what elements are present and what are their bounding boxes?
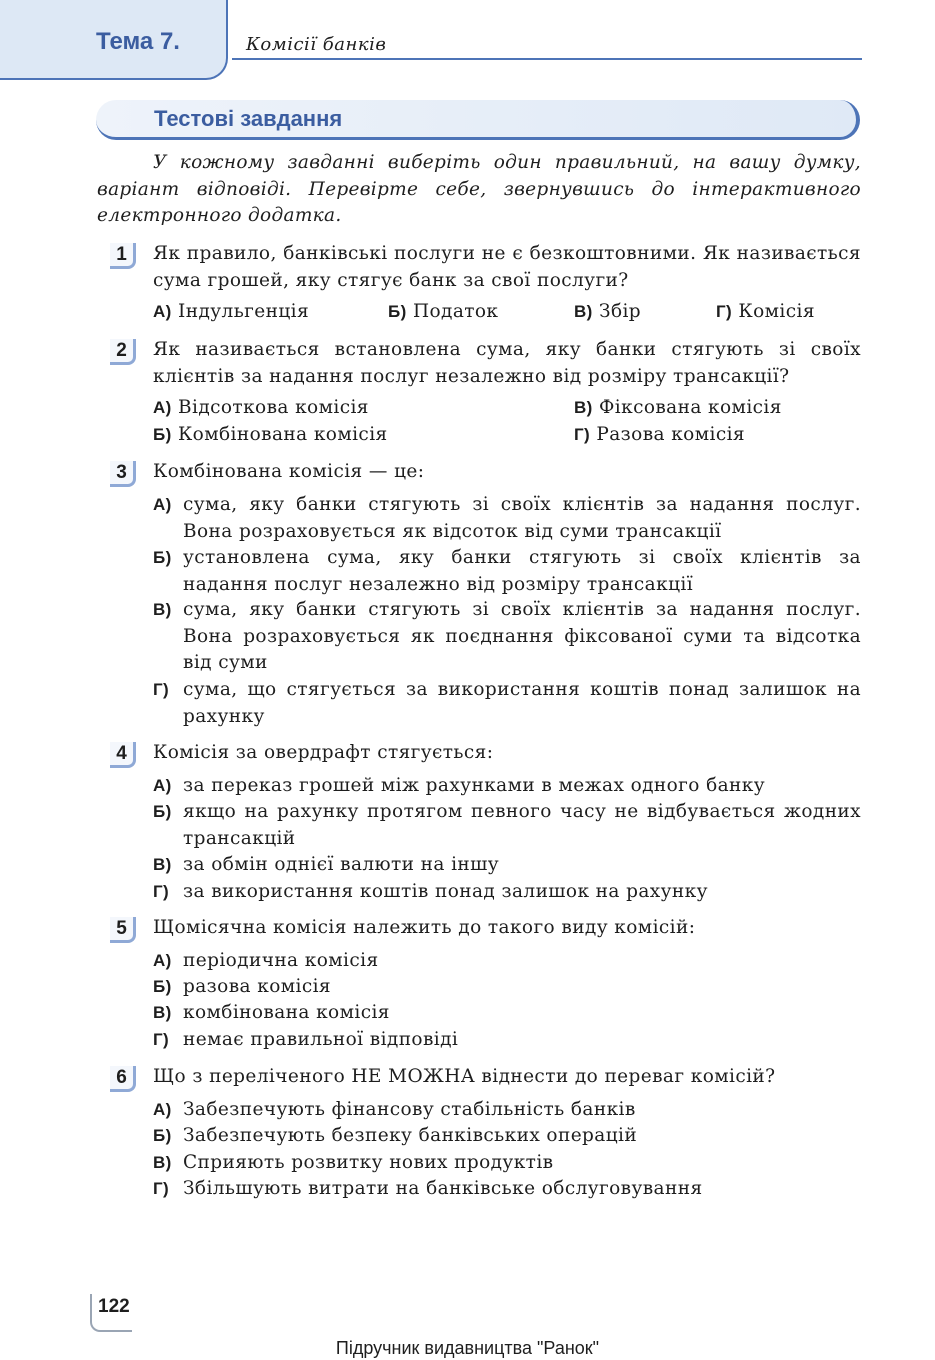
question-text: Як правило, банківські послуги не є безкоштовними. Як називається сума грошей, яку стягує банк за свої послуги? [153,243,861,291]
answer-option[interactable]: Г) Разова комісія [574,424,745,445]
answer-option[interactable]: А) за переказ грошей між рахунками в межах одного банку [153,775,766,796]
question-number: 4 [110,742,136,768]
intro-instructions: У кожному завданні виберіть один правильний, на вашу думку, варіант відповіді. Перевірте себе, звернувшись до інтерактивного електронного додатка. [97,152,861,226]
answer-option[interactable]: В) Фіксована комісія [574,397,782,418]
answer-option[interactable]: В) Збір [574,301,642,322]
answer-option[interactable]: Г) Збільшують витрати на банківське обслуговування [153,1178,703,1199]
answer-option[interactable]: Г) немає правильної відповіді [153,1029,459,1050]
answer-option[interactable]: А) сума, яку банки стягують зі своїх клієнтів за надання послуг. Вона розраховується як відсоток від суми трансакції [153,494,861,542]
topic-title: Комісії банків [246,34,387,55]
answer-option[interactable]: Б) якщо на рахунку протягом певного часу не відбувається жодних трансакцій [153,801,861,849]
answer-option[interactable]: Г) Комісія [716,301,815,322]
answer-option[interactable]: А) періодична комісія [153,950,379,971]
answer-option[interactable]: В) Сприяють розвитку нових продуктів [153,1152,554,1173]
page-number-box [90,1294,132,1332]
publisher-footer: Підручник видавництва "Ранок" [335,1338,600,1358]
answer-option[interactable]: А) Забезпечують фінансову стабільність банків [153,1099,636,1120]
answer-option[interactable]: Б) Податок [388,301,499,322]
answer-option[interactable]: В) комбінована комісія [153,1002,390,1023]
answer-option[interactable]: Г) сума, що стягується за використання коштів понад залишок на рахунку [153,679,861,727]
question-number: 1 [110,243,136,269]
question-text: Комісія за овердрафт стягується: [153,742,494,763]
question-number: 3 [110,461,136,487]
answer-option[interactable]: А) Індульгенція [153,301,310,322]
answer-option[interactable]: Б) Забезпечують безпеку банківських операцій [153,1125,638,1146]
question-text: Як називається встановлена сума, яку банки стягують зі своїх клієнтів за надання послуг незалежно від розміру трансакції? [153,339,861,387]
answer-option[interactable]: А) Відсоткова комісія [153,397,369,418]
header-divider [232,58,862,60]
answer-option[interactable]: Б) Комбінована комісія [153,424,388,445]
question-number: 6 [110,1066,136,1092]
question-text: Щомісячна комісія належить до такого виду комісій: [153,917,696,938]
answer-option[interactable]: В) за обмін однієї валюти на іншу [153,854,500,875]
section-title: Тестові завдання [154,106,343,131]
question-number: 5 [110,917,136,943]
answer-option[interactable]: Г) за використання коштів понад залишок на рахунку [153,881,708,902]
question-text: Комбінована комісія — це: [153,461,425,482]
answer-option[interactable]: Б) установлена сума, яку банки стягують зі своїх клієнтів за надання послуг незалежно від розміру трансакції [153,547,861,595]
answer-option[interactable]: В) сума, яку банки стягують зі своїх клієнтів за надання послуг. Вона розраховується як поєднання фіксованої суми та відсотка від суми [153,599,861,673]
question-number: 2 [110,339,136,365]
page-number: 122 [98,1296,130,1317]
answer-option[interactable]: Б) разова комісія [153,976,331,997]
question-text: Що з переліченого НЕ МОЖНА віднести до переваг комісій? [153,1066,776,1087]
topic-number: Тема 7. [96,28,180,55]
